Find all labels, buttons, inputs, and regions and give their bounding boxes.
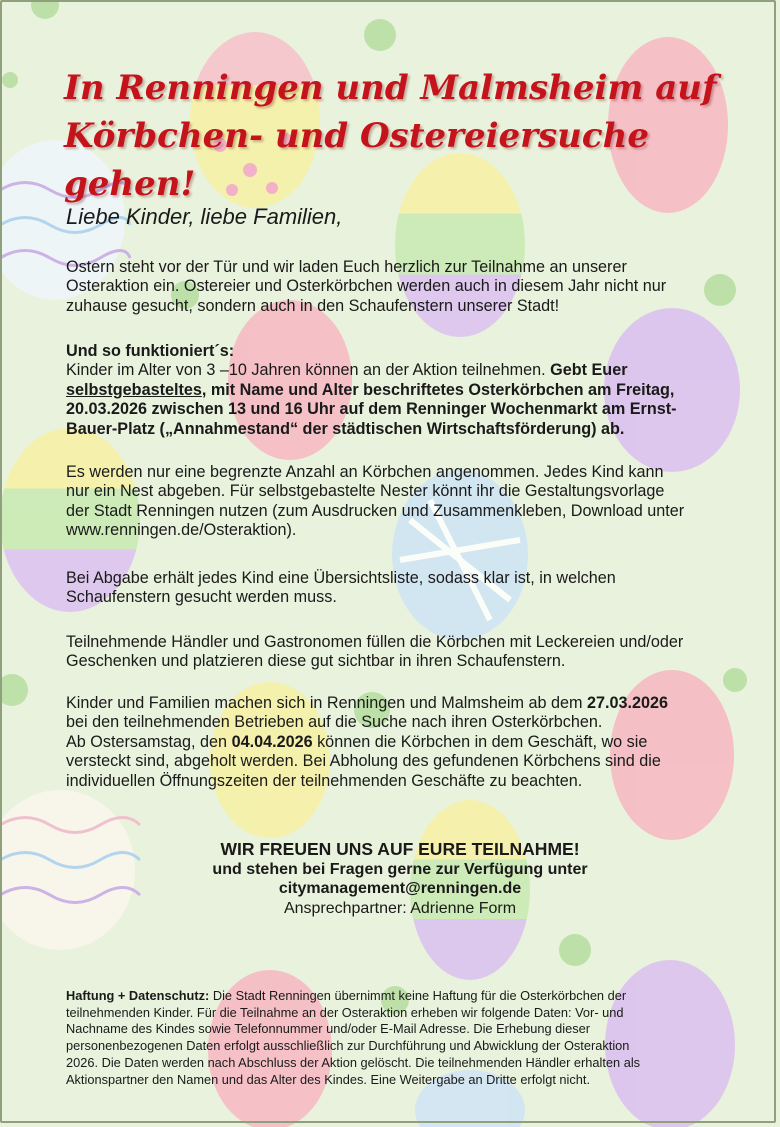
closing-block bbox=[100, 840, 700, 918]
limit-line: www.renningen.de/Osteraktion). bbox=[66, 521, 297, 540]
search-line-plain: Ab Ostersamstag, den bbox=[66, 732, 232, 751]
search-line bbox=[66, 694, 736, 713]
search-line bbox=[66, 733, 736, 752]
how-underlined-word: selbstgebasteltes bbox=[66, 380, 202, 399]
privacy-text: Die Stadt Renningen übernimmt keine Haftung für die Osterkörbchen der bbox=[209, 988, 627, 1003]
pickup-date: 04.04.2026 bbox=[231, 732, 313, 751]
privacy-label: Haftung + Datenschutz: bbox=[66, 988, 210, 1003]
privacy-line: Aktionspartner den Namen und das Alter des Kindes. Eine Weitergabe an Dritte erfolgt nicht. bbox=[66, 1071, 591, 1087]
intro-paragraph bbox=[66, 258, 736, 316]
overview-line: Bei Abgabe erhält jedes Kind eine Übersichtsliste, sodass klar ist, in welchen bbox=[66, 569, 616, 587]
search-paragraph bbox=[66, 694, 736, 791]
how-line: 20.03.2026 zwischen 13 und 16 Uhr auf dem Renninger Wochenmarkt am Ernst- bbox=[66, 400, 677, 419]
privacy-line: 2026. Die Daten werden nach Abschluss der Aktion gelöscht. Die teilnehmenden Händler erhalten als bbox=[66, 1054, 641, 1070]
search-line: bei den teilnehmenden Betrieben auf die Suche nach ihren Osterkörbchen. bbox=[66, 713, 603, 732]
privacy-line: personenbezogenen Daten erfolgt ausschließlich zur Durchführung und Abwicklung der Osteraktion bbox=[66, 1038, 630, 1054]
contact-email[interactable]: citymanagement@renningen.de bbox=[278, 880, 522, 897]
title-line-1: In Renningen und Malmsheim auf bbox=[64, 68, 717, 108]
how-line-plain: Kinder im Alter von 3 –10 Jahren können an der Aktion teilnehmen. bbox=[66, 361, 551, 380]
merchants-line: Geschenken und platzieren diese gut sichtbar in ihren Schaufenstern. bbox=[66, 652, 566, 671]
merchants-paragraph bbox=[66, 633, 736, 672]
how-line-bold: Gebt Euer bbox=[550, 361, 628, 380]
how-line bbox=[66, 361, 736, 380]
limit-line: der Stadt Renningen nutzen (zum Ausdrucken und Zusammenkleben, Download unter bbox=[66, 501, 685, 520]
limit-line: nur ein Nest abgeben. Für selbstgebastelte Nester könnt ihr die Gestaltungsvorlage bbox=[66, 482, 665, 501]
intro-line: zuhause gesucht, sondern auch in den Schaufenstern unserer Stadt! bbox=[66, 296, 560, 315]
overview-line: Schaufenstern gesucht werden muss. bbox=[66, 588, 337, 607]
privacy-notice bbox=[66, 988, 726, 1088]
how-heading: Und so funktioniert´s: bbox=[66, 342, 235, 360]
how-line bbox=[66, 381, 736, 400]
contact-person: Ansprechpartner: Adrienne Form bbox=[283, 899, 517, 917]
privacy-line: Nachname des Kindes sowie Telefonnummer und/oder E-Mail Adresse. Die Erhebung dieser bbox=[66, 1021, 591, 1037]
merchants-line: Teilnehmende Händler und Gastronomen füllen die Körbchen mit Leckereien und/oder bbox=[66, 633, 684, 651]
closing-headline: WIR FREUEN UNS AUF EURE TEILNAHME! bbox=[220, 839, 580, 859]
title-line-2: Körbchen- und Ostereiersuche gehen! bbox=[64, 116, 649, 204]
search-start-date: 27.03.2026 bbox=[586, 694, 669, 712]
search-line-plain: können die Körbchen in dem Geschäft, wo sie bbox=[312, 732, 648, 751]
privacy-line bbox=[66, 988, 726, 1005]
how-it-works-paragraph bbox=[66, 342, 736, 439]
overview-paragraph bbox=[66, 569, 736, 608]
how-line: Bauer-Platz („Annahmestand“ der städtischen Wirtschaftsförderung) ab. bbox=[66, 419, 625, 438]
closing-line: und stehen bei Fragen gerne zur Verfügung unter bbox=[212, 860, 588, 878]
search-line: individuellen Öffnungszeiten der teilnehmenden Geschäfte zu beachten. bbox=[66, 771, 583, 790]
intro-line: Osteraktion ein. Ostereier und Osterkörbchen werden auch in diesem Jahr nicht nur bbox=[66, 277, 667, 296]
how-line-bold: , mit Name und Alter beschriftetes Osterkörbchen am Freitag, bbox=[201, 380, 675, 399]
search-line: versteckt sind, abgeholt werden. Bei Abholung des gefundenen Körbchens sind die bbox=[66, 752, 661, 771]
limit-paragraph bbox=[66, 463, 736, 541]
limit-line: Es werden nur eine begrenzte Anzahl an Körbchen angenommen. Jedes Kind kann bbox=[66, 463, 664, 481]
search-line-plain: Kinder und Familien machen sich in Renningen und Malmsheim ab dem bbox=[66, 694, 587, 712]
page-title bbox=[64, 64, 754, 208]
intro-line: Ostern steht vor der Tür und wir laden Euch herzlich zur Teilnahme an unserer bbox=[66, 258, 627, 276]
privacy-line: teilnehmenden Kinder. Für die Teilnahme an der Osteraktion erheben wir folgende Daten: Vor- und bbox=[66, 1004, 624, 1020]
greeting: Liebe Kinder, liebe Familien, bbox=[66, 204, 343, 229]
